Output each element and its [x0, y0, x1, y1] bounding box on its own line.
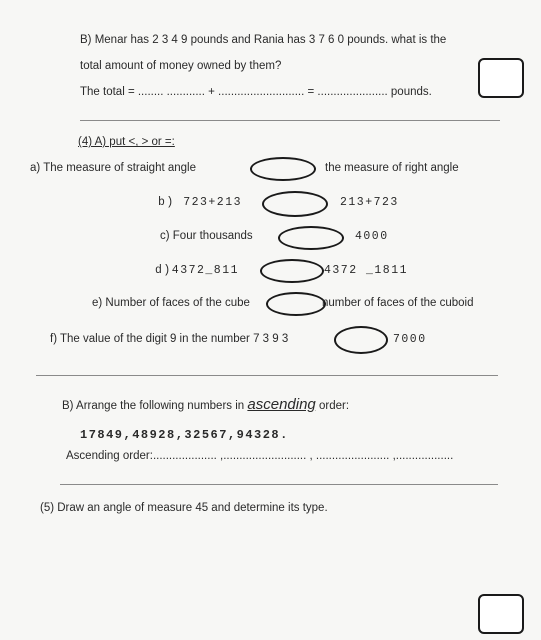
item-e-left: e) Number of faces of the cube: [92, 297, 250, 309]
item-d-right: 4372 _1811: [324, 264, 409, 277]
money-total-line: The total = ........ ............ + ........................... = ...................... pounds.: [80, 86, 432, 98]
item-b-right: 213+723: [340, 196, 399, 209]
compare-oval-d[interactable]: [260, 259, 324, 283]
arrange-heading-post: order:: [318, 400, 350, 412]
compare-oval-f[interactable]: [334, 326, 388, 354]
compare-oval-e[interactable]: [266, 292, 326, 316]
money-question-line1: B) Menar has 2 3 4 9 pounds and Rania has 3 7 6 0 pounds. what is the: [80, 34, 447, 46]
ascending-answer-line: Ascending order:.................... ,.......................... , ....................... ,..................: [66, 450, 454, 462]
answer-box-money: [478, 58, 524, 98]
compare-oval-a[interactable]: [250, 157, 316, 181]
item-f-right: 7000: [393, 333, 427, 346]
item-f-left: f) The value of the digit 9 in the number 7 3 9 3: [50, 333, 289, 345]
item-c-left: c) Four thousands: [160, 230, 253, 242]
section5-text: (5) Draw an angle of measure 45 and determine its type.: [40, 502, 328, 514]
item-b-left: b) 723+213: [158, 196, 243, 209]
money-question-line2: total amount of money owned by them?: [80, 60, 282, 72]
answer-box-angle: [478, 594, 524, 634]
divider-1: [80, 120, 500, 121]
item-a-right: the measure of right angle: [325, 162, 459, 174]
compare-oval-c[interactable]: [278, 226, 344, 250]
item-d-left: d)4372_811: [155, 264, 240, 277]
arrange-heading-word: ascending: [247, 396, 316, 413]
arrange-numbers: 17849,48928,32567,94328.: [80, 428, 289, 442]
item-c-right: 4000: [355, 230, 389, 243]
divider-3: [60, 484, 498, 485]
section4-heading: (4) A) put <, > or =:: [78, 136, 175, 148]
arrange-heading-pre: B) Arrange the following numbers in: [62, 400, 245, 412]
item-a-left: a) The measure of straight angle: [30, 162, 196, 174]
compare-oval-b[interactable]: [262, 191, 328, 217]
item-e-right: number of faces of the cuboid: [322, 297, 474, 309]
divider-2: [36, 375, 498, 376]
arrange-heading: [62, 396, 349, 413]
